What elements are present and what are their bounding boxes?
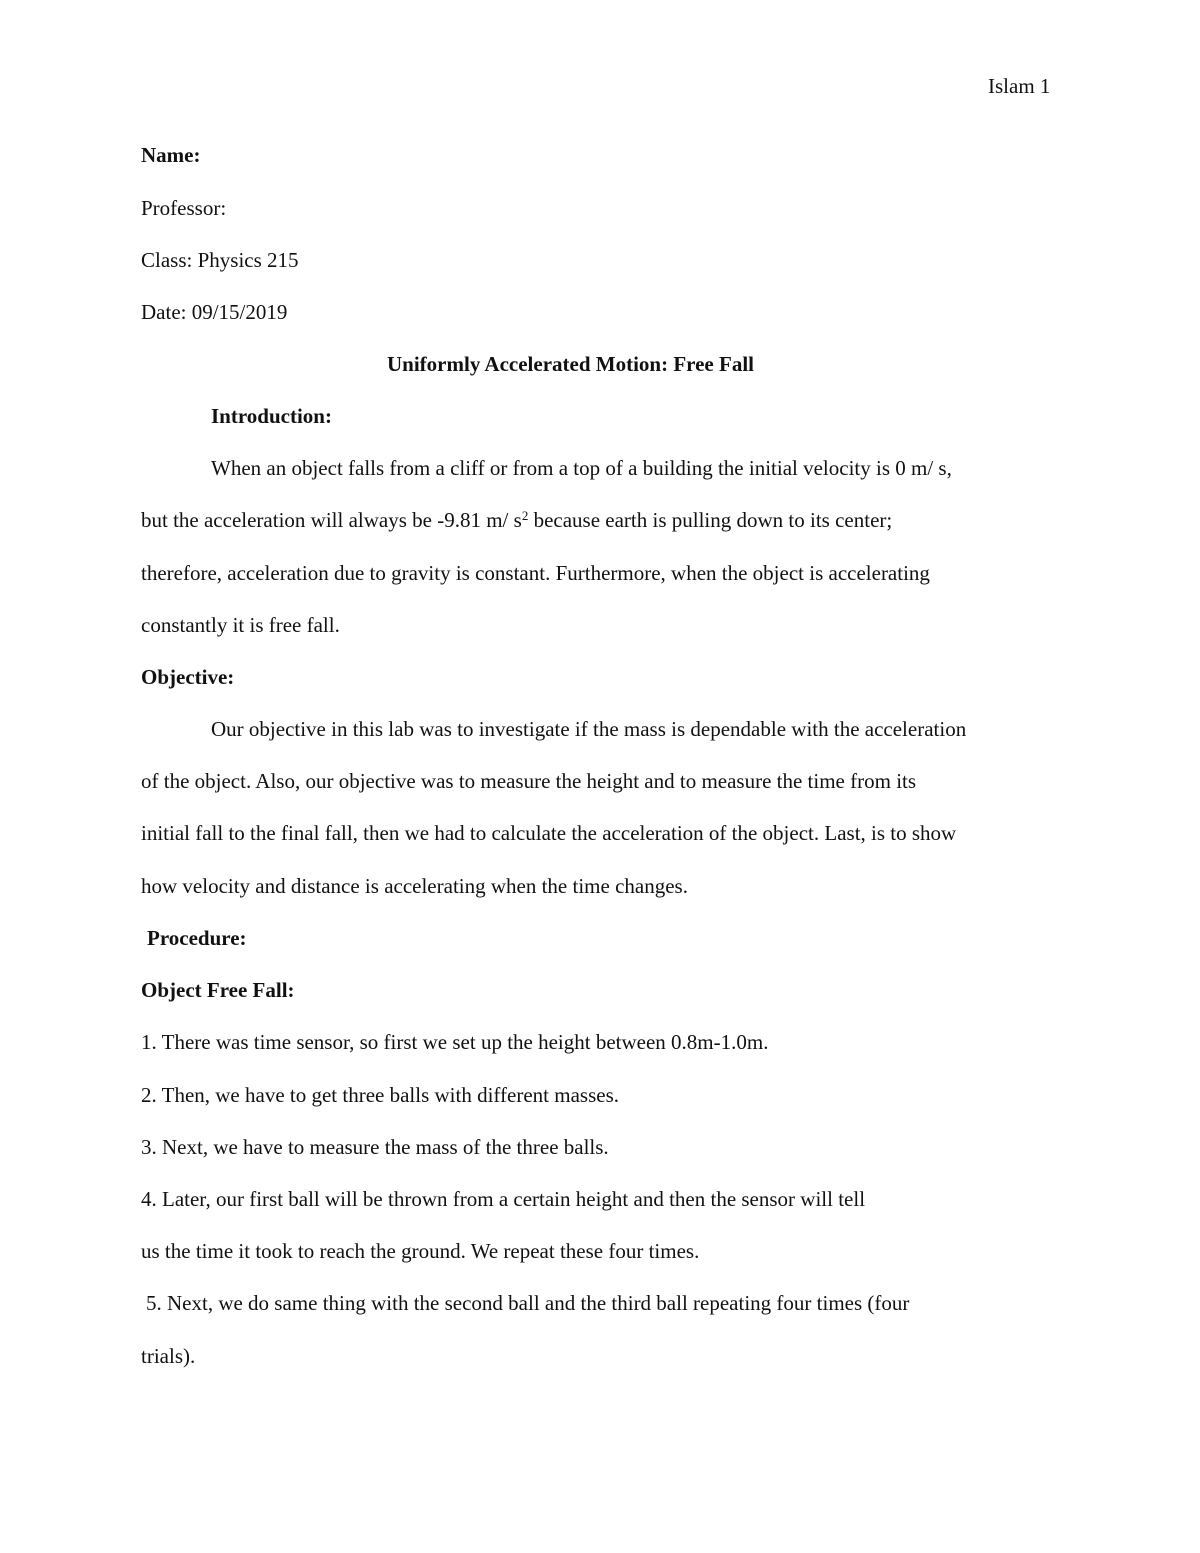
procedure-subheading: Object Free Fall: [141,978,295,1002]
introduction-line-4: constantly it is free fall. [141,613,340,637]
introduction-line-2 [141,507,892,533]
introduction-heading: Introduction: [211,404,332,428]
running-head: Islam 1 [988,74,1051,98]
procedure-step-4-b: us the time it took to reach the ground. We repeat these four times. [141,1239,700,1263]
introduction-line-2-a: but the acceleration will always be -9.81 m/ s [141,508,522,532]
procedure-step-2: 2. Then, we have to get three balls with different masses. [141,1083,620,1107]
procedure-step-3: 3. Next, we have to measure the mass of the three balls. [141,1135,609,1159]
objective-line-3: initial fall to the final fall, then we had to calculate the acceleration of the object. Last, is to show [141,821,957,845]
name-label: Name: [141,143,201,167]
procedure-step-5-a: 5. Next, we do same thing with the second ball and the third ball repeating four times (four [146,1291,910,1315]
introduction-line-3: therefore, acceleration due to gravity is constant. Furthermore, when the object is accelerating [141,561,930,585]
date-line: Date: 09/15/2019 [141,300,288,324]
objective-line-4: how velocity and distance is accelerating when the time changes. [141,874,688,898]
exponent-superscript: 2 [521,508,529,523]
professor-line: Professor: [141,196,227,220]
document-title: Uniformly Accelerated Motion: Free Fall [387,352,754,376]
objective-heading: Objective: [141,665,235,689]
procedure-step-5-b: trials). [141,1344,196,1368]
procedure-step-4-a: 4. Later, our first ball will be thrown from a certain height and then the sensor will tell [141,1187,866,1211]
class-line: Class: Physics 215 [141,248,299,272]
objective-line-2: of the object. Also, our objective was to measure the height and to measure the time from its [141,769,917,793]
introduction-line-2-b: because earth is pulling down to its center; [528,508,893,532]
procedure-heading: Procedure: [147,926,247,950]
objective-line-1: Our objective in this lab was to investigate if the mass is dependable with the acceleration [211,717,967,741]
procedure-step-1: 1. There was time sensor, so first we set up the height between 0.8m-1.0m. [141,1030,769,1054]
introduction-line-1: When an object falls from a cliff or from a top of a building the initial velocity is 0 m/ s, [211,456,952,480]
